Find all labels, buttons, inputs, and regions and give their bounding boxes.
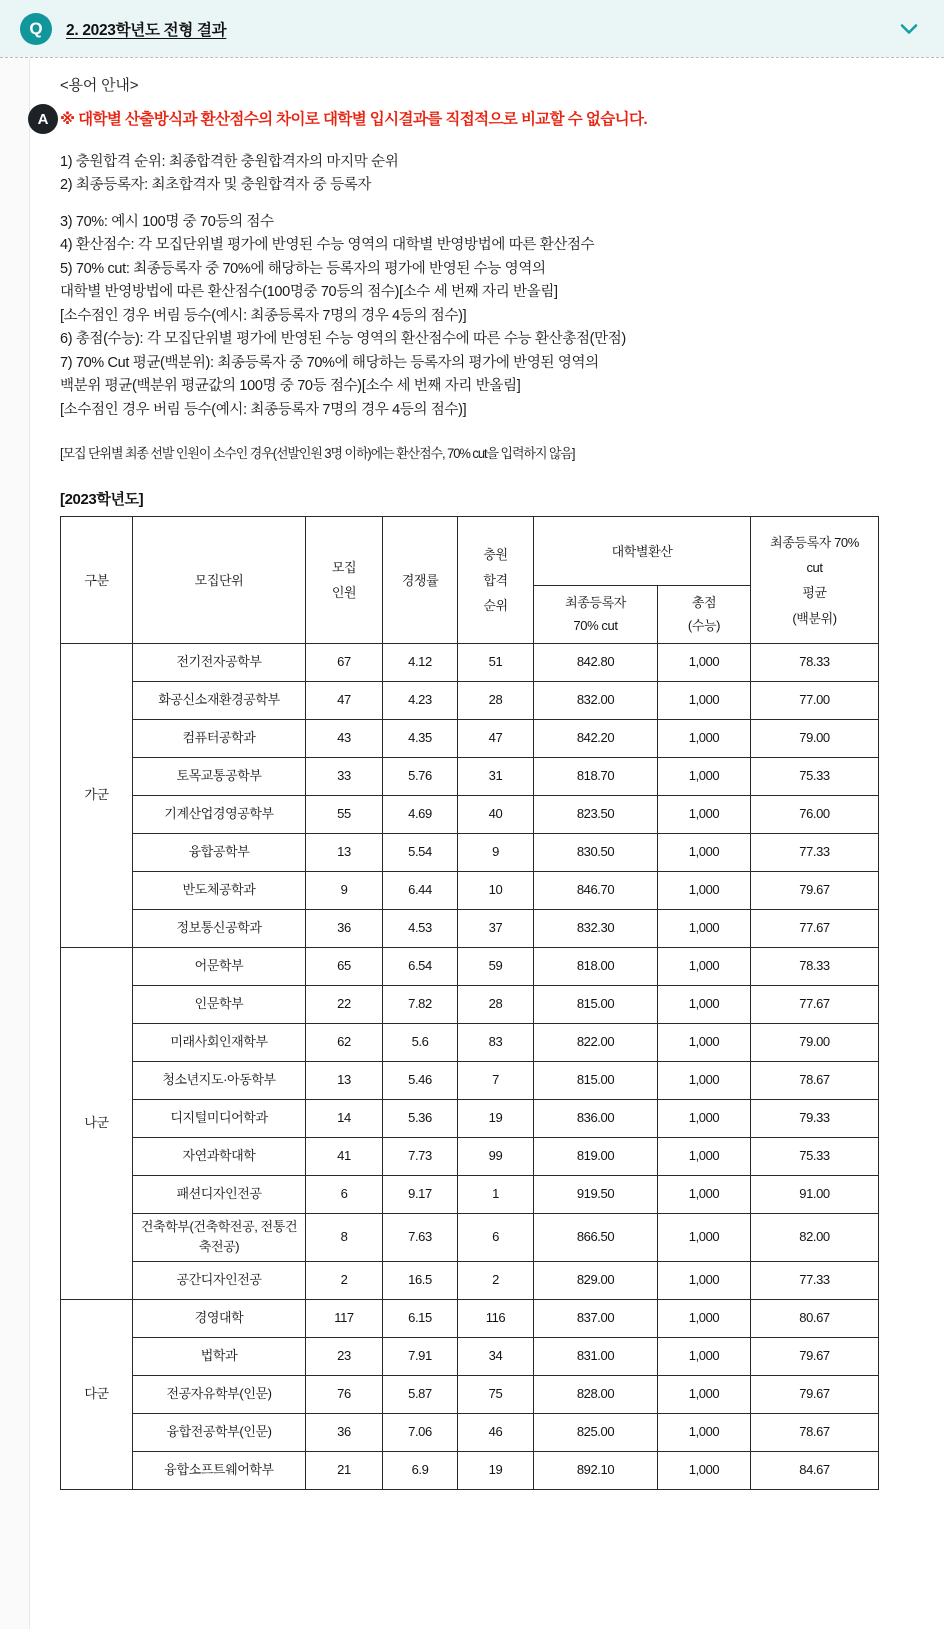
cell-avg: 77.67 [751, 986, 879, 1024]
cell-total: 1,000 [658, 758, 751, 796]
cell-rate: 4.12 [383, 644, 458, 682]
cell-rate: 4.69 [383, 796, 458, 834]
cell-rate: 4.53 [383, 910, 458, 948]
col-header-rank-line3: 순위 [483, 598, 508, 613]
col-header-unit: 모집단위 [133, 517, 306, 644]
col-header-mojip-line1: 모집 [331, 559, 357, 575]
cell-unit: 미래사회인재학부 [133, 1024, 306, 1062]
table-header-row-1 [61, 517, 879, 586]
cell-mojip: 8 [306, 1214, 383, 1261]
cell-cut: 830.50 [534, 834, 658, 872]
cell-cut: 842.20 [534, 720, 658, 758]
table-row [61, 872, 879, 910]
col-header-sub-cut [534, 586, 658, 644]
cell-rate: 7.82 [383, 986, 458, 1024]
cell-unit: 경영대학 [133, 1299, 306, 1337]
cell-avg: 79.00 [751, 1024, 879, 1062]
cell-mojip: 14 [306, 1100, 383, 1138]
table-row [61, 910, 879, 948]
cell-rate: 9.17 [383, 1176, 458, 1214]
cell-avg: 79.67 [751, 1337, 879, 1375]
cell-avg: 79.33 [751, 1100, 879, 1138]
cell-rank: 75 [458, 1375, 534, 1413]
col-header-rank [458, 517, 534, 644]
cell-cut: 828.00 [534, 1375, 658, 1413]
glossary-line: 5) 70% cut: 최종등록자 중 70%에 해당하는 등록자의 평가에 반영된 수능 영역의 [60, 260, 546, 277]
cell-avg: 77.33 [751, 834, 879, 872]
cell-mojip: 23 [306, 1337, 383, 1375]
cell-rank: 2 [458, 1261, 534, 1299]
cell-unit: 자연과학대학 [133, 1138, 306, 1176]
glossary-line: 2) 최종등록자: 최초합격자 및 충원합격자 중 등록자 [60, 177, 372, 194]
cell-cut: 819.00 [534, 1138, 658, 1176]
cell-unit: 법학과 [133, 1337, 306, 1375]
cell-rate: 6.15 [383, 1299, 458, 1337]
col-header-sub-cut-line2: 70% cut [573, 617, 618, 633]
cell-cut: 823.50 [534, 796, 658, 834]
cell-cut: 892.10 [534, 1451, 658, 1489]
cell-total: 1,000 [658, 796, 751, 834]
cell-rate: 5.76 [383, 758, 458, 796]
glossary-line: [소수점인 경우 버림 등수(예시: 최종등록자 7명의 경우 4등의 점수)] [60, 307, 467, 324]
cell-total: 1,000 [658, 1261, 751, 1299]
cell-rank: 99 [458, 1138, 534, 1176]
cell-avg: 91.00 [751, 1176, 879, 1214]
question-badge: Q [20, 13, 52, 45]
cell-unit: 융합소프트웨어학부 [133, 1451, 306, 1489]
cell-unit: 디지털미디어학과 [133, 1100, 306, 1138]
table-row [61, 986, 879, 1024]
cell-rate: 5.54 [383, 834, 458, 872]
cell-avg: 78.67 [751, 1413, 879, 1451]
cell-avg: 75.33 [751, 1138, 879, 1176]
table-row [61, 758, 879, 796]
table-row [61, 1451, 879, 1489]
cell-unit: 건축학부(건축학전공, 전통건축전공) [133, 1214, 306, 1261]
cell-mojip: 55 [306, 796, 383, 834]
cell-rank: 51 [458, 644, 534, 682]
cell-unit: 전기전자공학부 [133, 644, 306, 682]
faq-question-header[interactable] [0, 0, 944, 57]
cell-rate: 7.73 [383, 1138, 458, 1176]
cell-cut: 842.80 [534, 644, 658, 682]
cell-total: 1,000 [658, 1138, 751, 1176]
answer-content [30, 58, 944, 1490]
cell-unit: 전공자유학부(인문) [133, 1375, 306, 1413]
cell-total: 1,000 [658, 1413, 751, 1451]
cell-mojip: 76 [306, 1375, 383, 1413]
cell-rate: 16.5 [383, 1261, 458, 1299]
cell-unit: 융합전공학부(인문) [133, 1413, 306, 1451]
cell-avg: 78.67 [751, 1062, 879, 1100]
glossary-line: 대학별 반영방법에 따른 환산점수(100명중 70등의 점수)[소수 세 번째 자리 반올림] [60, 284, 558, 301]
col-header-avg-line4: (백분위) [792, 610, 837, 626]
cell-unit: 컴퓨터공학과 [133, 720, 306, 758]
cell-rank: 1 [458, 1176, 534, 1214]
cell-unit: 융합공학부 [133, 834, 306, 872]
cell-rate: 6.54 [383, 948, 458, 986]
cell-mojip: 2 [306, 1261, 383, 1299]
cell-rate: 5.6 [383, 1024, 458, 1062]
cell-rank: 116 [458, 1299, 534, 1337]
table-row [61, 1214, 879, 1261]
cell-cut: 818.00 [534, 948, 658, 986]
cell-total: 1,000 [658, 986, 751, 1024]
table-row [61, 1176, 879, 1214]
cell-rank: 37 [458, 910, 534, 948]
cell-rank: 34 [458, 1337, 534, 1375]
cell-mojip: 67 [306, 644, 383, 682]
col-header-rank-line2: 합격 [483, 572, 508, 588]
cell-avg: 80.67 [751, 1299, 879, 1337]
cell-rate: 5.87 [383, 1375, 458, 1413]
col-header-rate: 경쟁률 [383, 517, 458, 644]
table-row [61, 682, 879, 720]
col-header-avg-line3: 평균 [802, 585, 827, 601]
cell-unit: 청소년지도·아동학부 [133, 1062, 306, 1100]
cell-total: 1,000 [658, 1299, 751, 1337]
cell-unit: 기계산업경영공학부 [133, 796, 306, 834]
answer-badge: A [28, 104, 58, 134]
glossary-list-1 [60, 151, 920, 198]
cell-rank: 9 [458, 834, 534, 872]
table-row [61, 1413, 879, 1451]
cell-total: 1,000 [658, 1024, 751, 1062]
cell-unit: 정보통신공학과 [133, 910, 306, 948]
cell-rank: 7 [458, 1062, 534, 1100]
cell-cut: 832.00 [534, 682, 658, 720]
cell-mojip: 36 [306, 1413, 383, 1451]
cell-rate: 7.06 [383, 1413, 458, 1451]
col-header-gubun: 구분 [61, 517, 133, 644]
cell-avg: 76.00 [751, 796, 879, 834]
glossary-line: [소수점인 경우 버림 등수(예시: 최종등록자 7명의 경우 4등의 점수)] [60, 401, 467, 418]
cell-rank: 31 [458, 758, 534, 796]
cell-cut: 818.70 [534, 758, 658, 796]
left-margin-rail [0, 58, 30, 1629]
cell-rate: 6.9 [383, 1451, 458, 1489]
table-row [61, 1100, 879, 1138]
cell-total: 1,000 [658, 910, 751, 948]
cell-total: 1,000 [658, 1100, 751, 1138]
cell-rank: 6 [458, 1214, 534, 1261]
glossary-line: 1) 충원합격 순위: 최종합격한 충원합격자의 마지막 순위 [60, 154, 399, 170]
cell-mojip: 62 [306, 1024, 383, 1062]
admission-results-table [60, 516, 879, 1489]
table-row [61, 1261, 879, 1299]
cell-rank: 40 [458, 796, 534, 834]
spacer [60, 198, 920, 211]
cell-mojip: 47 [306, 682, 383, 720]
cell-avg: 82.00 [751, 1214, 879, 1261]
col-header-avg-percentile [751, 517, 879, 644]
col-header-sub-total-line1: 총점 [691, 595, 717, 611]
col-header-sub-cut-line1: 최종등록자 [565, 595, 626, 611]
cell-rank: 83 [458, 1024, 534, 1062]
spacer [60, 422, 920, 442]
cell-unit: 어문학부 [133, 948, 306, 986]
cell-total: 1,000 [658, 1062, 751, 1100]
cell-cut: 825.00 [534, 1413, 658, 1451]
table-row [61, 1138, 879, 1176]
faq-question-title[interactable]: 2. 2023학년도 전형 결과 [66, 21, 227, 39]
cell-cut: 815.00 [534, 1062, 658, 1100]
cell-avg: 77.33 [751, 1261, 879, 1299]
cell-avg: 77.00 [751, 682, 879, 720]
cell-cut: 829.00 [534, 1261, 658, 1299]
cell-total: 1,000 [658, 948, 751, 986]
cell-unit: 공간디자인전공 [133, 1261, 306, 1299]
cell-cut: 846.70 [534, 872, 658, 910]
table-row [61, 1299, 879, 1337]
table-row [61, 796, 879, 834]
cell-avg: 75.33 [751, 758, 879, 796]
cell-rate: 4.23 [383, 682, 458, 720]
cell-mojip: 21 [306, 1451, 383, 1489]
col-header-mojip [306, 517, 383, 644]
cell-total: 1,000 [658, 1176, 751, 1214]
cell-total: 1,000 [658, 1337, 751, 1375]
cell-avg: 78.33 [751, 948, 879, 986]
table-row [61, 1337, 879, 1375]
cell-mojip: 6 [306, 1176, 383, 1214]
cell-rate: 6.44 [383, 872, 458, 910]
cell-cut: 919.50 [534, 1176, 658, 1214]
cell-gubun: 다군 [61, 1299, 133, 1489]
table-row [61, 834, 879, 872]
cell-rate: 4.35 [383, 720, 458, 758]
cell-mojip: 13 [306, 834, 383, 872]
cell-mojip: 43 [306, 720, 383, 758]
cell-unit: 패션디자인전공 [133, 1176, 306, 1214]
cell-cut: 822.00 [534, 1024, 658, 1062]
cell-rate: 5.36 [383, 1100, 458, 1138]
cell-mojip: 36 [306, 910, 383, 948]
cell-rank: 47 [458, 720, 534, 758]
cell-total: 1,000 [658, 720, 751, 758]
cell-cut: 831.00 [534, 1337, 658, 1375]
cell-total: 1,000 [658, 1375, 751, 1413]
cell-rate: 7.91 [383, 1337, 458, 1375]
cell-total: 1,000 [658, 682, 751, 720]
cell-total: 1,000 [658, 1451, 751, 1489]
cell-gubun: 나군 [61, 948, 133, 1299]
cell-rank: 19 [458, 1100, 534, 1138]
cell-unit: 반도체공학과 [133, 872, 306, 910]
col-header-rank-line1: 충원 [483, 547, 508, 563]
cell-rank: 28 [458, 682, 534, 720]
table-header [61, 517, 879, 644]
cell-avg: 84.67 [751, 1451, 879, 1489]
cell-mojip: 9 [306, 872, 383, 910]
table-row [61, 1062, 879, 1100]
glossary-list-2 [60, 211, 920, 422]
cell-mojip: 22 [306, 986, 383, 1024]
glossary-line: 4) 환산점수: 각 모집단위별 평가에 반영된 수능 영역의 대학별 반영방법에 따른 환산점수 [60, 237, 595, 254]
cell-mojip: 65 [306, 948, 383, 986]
cell-rank: 19 [458, 1451, 534, 1489]
cell-total: 1,000 [658, 834, 751, 872]
glossary-line: 백분위 평균(백분위 평균값의 100명 중 70등 점수)[소수 세 번째 자리 반올림] [60, 378, 521, 395]
cell-mojip: 41 [306, 1138, 383, 1176]
cell-total: 1,000 [658, 872, 751, 910]
cell-unit: 토목교통공학부 [133, 758, 306, 796]
col-header-group-conversion: 대학별환산 [534, 517, 751, 586]
faq-answer-panel [0, 58, 944, 1629]
cell-cut: 837.00 [534, 1299, 658, 1337]
col-header-mojip-line2: 인원 [331, 585, 357, 601]
cell-mojip: 33 [306, 758, 383, 796]
cell-cut: 866.50 [534, 1214, 658, 1261]
glossary-line: 7) 70% Cut 평균(백분위): 최종등록자 중 70%에 해당하는 등록자의 평가에 반영된 영역의 [60, 354, 599, 371]
table-row [61, 1375, 879, 1413]
cell-avg: 79.67 [751, 872, 879, 910]
col-header-sub-total [658, 586, 751, 644]
cell-unit: 화공신소재환경공학부 [133, 682, 306, 720]
cell-rate: 7.63 [383, 1214, 458, 1261]
warning-note: ※ 대학별 산출방식과 환산점수의 차이로 대학별 입시결과를 직접적으로 비교할 수 없습니다. [60, 111, 648, 128]
cell-cut: 832.30 [534, 910, 658, 948]
cell-mojip: 117 [306, 1299, 383, 1337]
glossary-line: 6) 총점(수능): 각 모집단위별 평가에 반영된 수능 영역의 환산점수에 따른 수능 환산총점(만점) [60, 331, 626, 348]
table-row [61, 948, 879, 986]
glossary-heading: <용어 안내> [60, 77, 139, 94]
cell-gubun: 가군 [61, 644, 133, 948]
col-header-avg-line1: 최종등록자 70% [770, 534, 859, 550]
cell-total: 1,000 [658, 1214, 751, 1261]
cell-rank: 10 [458, 872, 534, 910]
cell-rate: 5.46 [383, 1062, 458, 1100]
cell-avg: 77.67 [751, 910, 879, 948]
table-body [61, 644, 879, 1489]
chevron-down-icon[interactable] [896, 16, 922, 42]
col-header-sub-total-line2: (수능) [687, 617, 721, 633]
cell-rank: 46 [458, 1413, 534, 1451]
cell-cut: 815.00 [534, 986, 658, 1024]
cell-mojip: 13 [306, 1062, 383, 1100]
cell-avg: 79.67 [751, 1375, 879, 1413]
cell-rank: 28 [458, 986, 534, 1024]
cell-avg: 79.00 [751, 720, 879, 758]
cell-rank: 59 [458, 948, 534, 986]
cell-unit: 인문학부 [133, 986, 306, 1024]
table-row [61, 720, 879, 758]
table-row [61, 644, 879, 682]
cell-avg: 78.33 [751, 644, 879, 682]
small-unit-note: [모집 단위별 최종 선발 인원이 소수인 경우(선발인원 3명 이하)에는 환산점수, 70% cut을 입력하지 않음] [60, 446, 575, 462]
cell-total: 1,000 [658, 644, 751, 682]
col-header-avg-line2: cut [806, 559, 823, 575]
cell-cut: 836.00 [534, 1100, 658, 1138]
table-year-label: [2023학년도] [60, 491, 144, 509]
table-row [61, 1024, 879, 1062]
glossary-line: 3) 70%: 예시 100명 중 70등의 점수 [60, 213, 274, 230]
